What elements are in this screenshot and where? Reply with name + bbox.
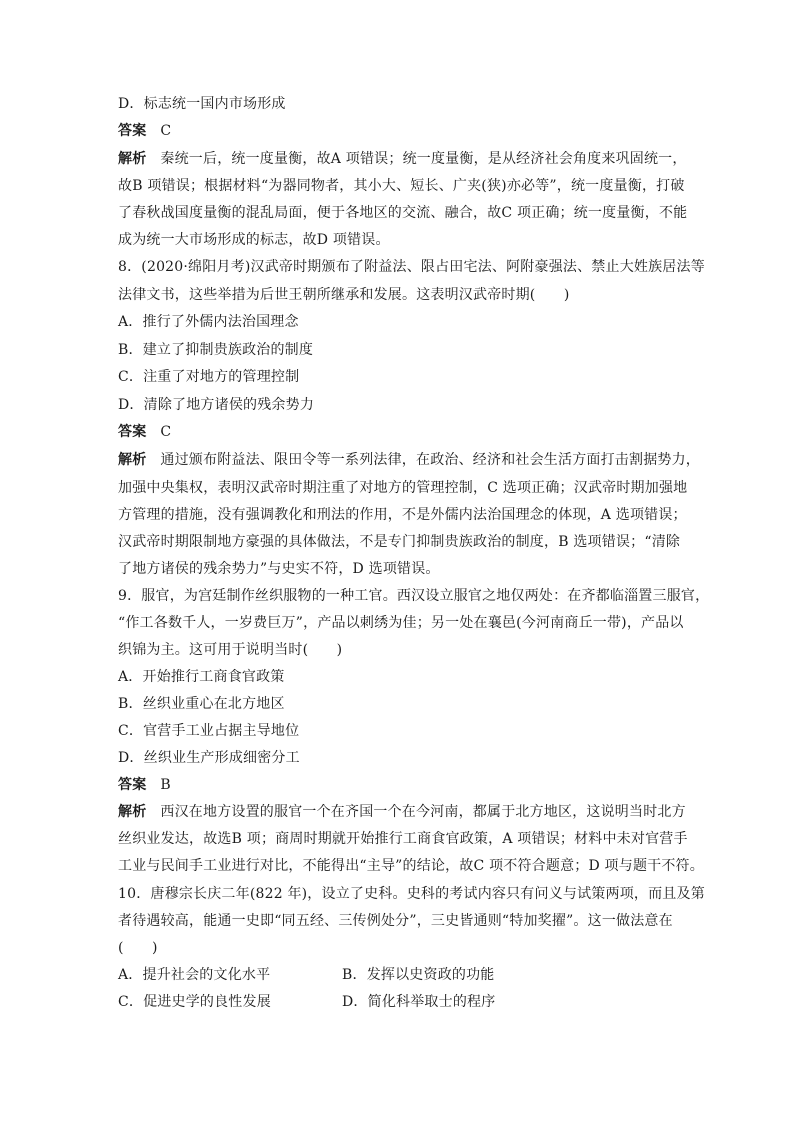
q9-option-d: D．丝织业生产形成细密分工	[118, 750, 300, 766]
q8-analysis-line-5: 了地方诸侯的残余势力”与史实不符，D 选项错误。	[118, 561, 440, 577]
q9-stem-line-1: 9．服官，为宫廷制作丝织服物的一种工官。西汉设立服官之地仅两处：在齐都临淄置三服官，	[118, 588, 710, 604]
q10-option-b: B．发挥以史资政的功能	[342, 967, 495, 983]
q9-analysis-line-1: 解析 西汉在地方设置的服官一个在齐国一个在今河南，都属于北方地区，这说明当时北方	[118, 804, 686, 820]
analysis-label: 解析	[118, 452, 147, 468]
q7-analysis-line-2: 故B 项错误；根据材料“为器同物者，其小大、短长、广夹(狭)亦必等”，统一度量衡，打破	[118, 178, 685, 194]
answer-value: C	[160, 424, 172, 440]
analysis-label: 解析	[118, 804, 147, 820]
q8-option-b: B．建立了抑制贵族政治的制度	[118, 342, 314, 358]
q9-answer-line	[118, 775, 171, 795]
q7-analysis-line-1: 解析 秦统一后，统一度量衡，故A 项错误；统一度量衡，是从经济社会角度来巩固统一，	[118, 151, 687, 167]
q7-analysis-line-3: 了春秋战国度量衡的混乱局面，便于各地区的交流、融合，故C 项正确；统一度量衡，不能	[118, 205, 688, 221]
q10-options-row-2	[118, 992, 271, 1012]
q9-option-c: C．官营手工业占据主导地位	[118, 723, 300, 739]
q7-analysis-line-4: 成为统一大市场形成的标志，故D 项错误。	[118, 232, 390, 248]
q10-option-d: D．简化科举取士的程序	[342, 994, 496, 1010]
answer-value: B	[160, 777, 171, 793]
answer-value: C	[160, 123, 172, 139]
q8-option-c: C．注重了对地方的管理控制	[118, 369, 300, 385]
q8-analysis-line-1: 解析 通过颁布附益法、限田令等一系列法律，在政治、经济和社会生活方面打击割据势力，	[118, 452, 701, 468]
answer-label: 答案	[118, 777, 147, 793]
q10-stem-line-2: 者待遇较高，能通一史即“同五经、三传例处分”，三史皆通则“特加奖擢”。这一做法意在	[118, 913, 673, 929]
q10-option-a: A．提升社会的文化水平	[118, 967, 271, 983]
q8-analysis-line-4: 汉武帝时期限制地方豪强的具体做法，不是专门抑制贵族政治的制度，B 选项错误；“清除	[118, 534, 681, 550]
analysis-label: 解析	[118, 151, 147, 167]
q9-stem-line-2: “作工各数千人，一岁费巨万”，产品以刺绣为佳；另一处在襄邑(今河南商丘一带)，产品以	[118, 615, 684, 631]
q8-stem-line-2: 法律文书，这些举措为后世王朝所继承和发展。这表明汉武帝时期( )	[118, 287, 570, 303]
q8-analysis-line-2: 加强中央集权，表明汉武帝时期注重了对地方的管理控制，C 选项正确；汉武帝时期加强地	[118, 480, 688, 496]
q9-option-a: A．开始推行工商食官政策	[118, 669, 285, 685]
q8-stem-line-1: 8．(2020·绵阳月考)汉武帝时期颁布了附益法、限占田宅法、阿附豪强法、禁止大姓族居法等	[118, 259, 705, 275]
q8-option-d: D．清除了地方诸侯的残余势力	[118, 397, 315, 413]
q9-option-b: B．丝织业重心在北方地区	[118, 696, 285, 712]
q7-answer-line	[118, 121, 171, 141]
q10-options-row-1	[118, 965, 270, 985]
q8-option-a: A．推行了外儒内法治国理念	[118, 314, 299, 330]
q8-analysis-line-3: 方管理的措施，没有强调教化和刑法的作用，不是外儒内法治国理念的体现，A 选项错误；	[118, 507, 687, 523]
q9-stem-line-3: 织锦为主。这可用于说明当时( )	[118, 642, 343, 658]
q9-analysis-line-3: 工业与民间手工业进行对比，不能得出“主导”的结论，故C 项不符合题意；D 项与题干不符。	[118, 858, 704, 874]
q10-option-c: C．促进史学的良性发展	[118, 994, 271, 1010]
q8-answer-line	[118, 422, 171, 442]
q9-analysis-line-2: 丝织业发达，故选B 项；商周时期就开始推行工商食官政策，A 项错误；材料中未对官营手	[118, 831, 688, 847]
q10-stem-line-1: 10．唐穆宗长庆二年(822 年)，设立了史科。史科的考试内容只有问义与试策两项，而且及第	[118, 886, 705, 902]
q10-stem-line-3: ( )	[118, 940, 158, 956]
answer-label: 答案	[118, 123, 147, 139]
q7-option-d: D．标志统一国内市场形成	[118, 96, 286, 112]
answer-label: 答案	[118, 424, 147, 440]
